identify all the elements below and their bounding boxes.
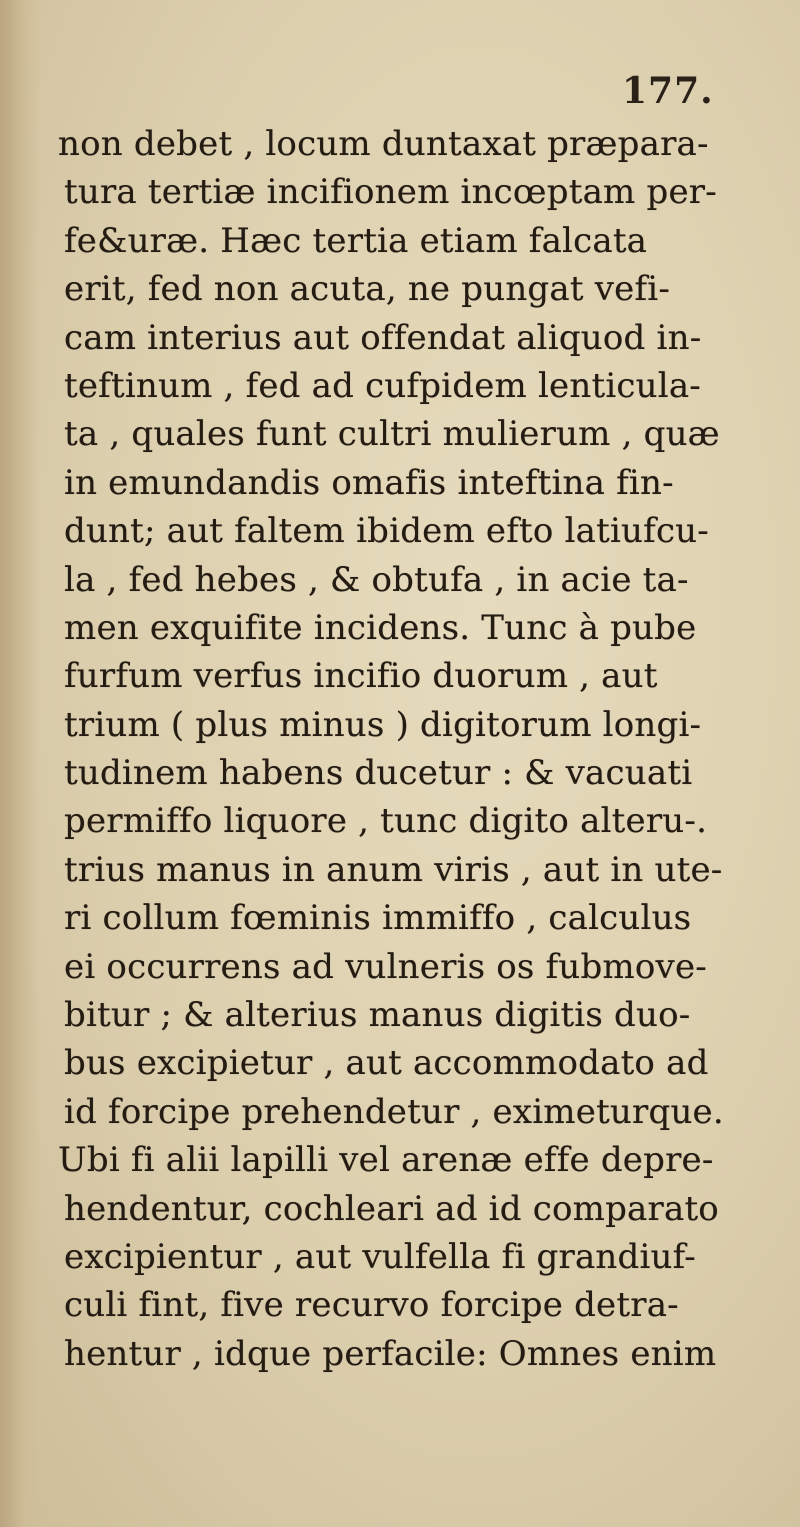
page-number: 177.	[622, 70, 714, 112]
text-line: Ubi fi alii lapilli vel arenæ effe depre-	[58, 1140, 714, 1181]
text-line: trius manus in anum viris , aut in ute-	[64, 849, 723, 890]
text-line: la , fed hebes , & obtufa , in acie ta-	[64, 559, 689, 600]
body-text	[58, 120, 778, 1378]
text-line: trium ( plus minus ) digitorum longi-	[64, 704, 702, 745]
text-line: men exquifite incidens. Tunc à pube	[64, 607, 697, 648]
text-line: ei occurrens ad vulneris os fubmove-	[64, 946, 707, 987]
text-line: tudinem habens ducetur : & vacuati	[64, 753, 693, 794]
text-line: dunt; aut faltem ibidem efto latiufcu-	[64, 511, 709, 552]
text-line: permiffo liquore , tunc digito alteru-.	[64, 801, 708, 842]
text-line: hentur , idque perfacile: Omnes enim	[64, 1333, 717, 1374]
text-line: culi fint, five recurvo forcipe detra-	[64, 1285, 679, 1326]
text-line: bus excipietur , aut accommodato ad	[64, 1043, 709, 1084]
text-line: tura tertiæ incifionem incœptam per-	[64, 172, 717, 213]
text-line: excipientur , aut vulfella fi grandiuf-	[64, 1236, 696, 1277]
text-line: furfum verfus incifio duorum , aut	[64, 656, 658, 697]
text-line: ri collum fœminis immiffo , calculus	[64, 898, 692, 939]
text-line: fe&uræ. Hæc tertia etiam falcata	[64, 220, 648, 261]
text-line: id forcipe prehendetur , eximeturque.	[64, 1091, 724, 1132]
text-line: hendentur, cochleari ad id comparato	[64, 1188, 719, 1229]
text-line: in emundandis omafis inteftina fin-	[64, 462, 674, 503]
text-line: teftinum , fed ad cufpidem lenticula-	[64, 365, 701, 406]
text-line: bitur ; & alterius manus digitis duo-	[64, 995, 691, 1036]
text-line: ta , quales funt cultri mulierum , quæ	[64, 414, 720, 455]
page-gutter	[0, 0, 40, 1527]
text-line: cam interius aut offendat aliquod in-	[64, 317, 702, 358]
text-line: non debet , locum duntaxat præpara-	[58, 124, 709, 164]
text-line: erit, fed non acuta, ne pungat vefi-	[64, 269, 671, 310]
